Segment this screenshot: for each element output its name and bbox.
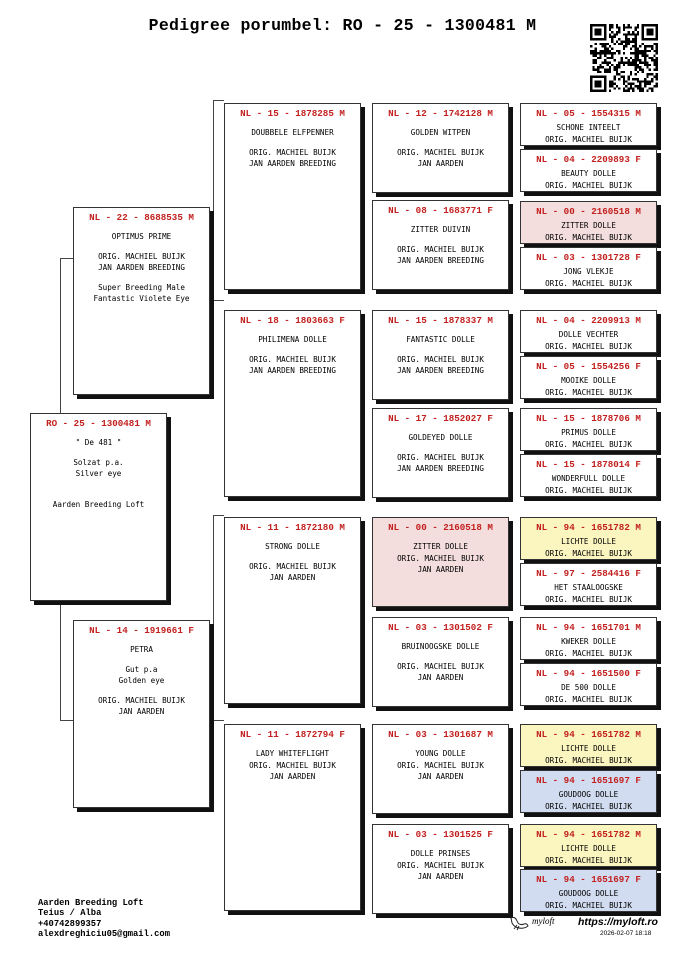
- ring-number: NL - 15 - 1878337 M: [388, 315, 493, 326]
- card-line: ORIG. MACHIEL BUIJK: [545, 439, 632, 449]
- card-line: STRONG DOLLE: [265, 542, 320, 551]
- card-line: SCHONE INTEELT: [556, 123, 621, 132]
- card-line: JAN AARDEN BREEDING: [249, 159, 336, 168]
- ring-number: NL - 97 - 2584416 F: [536, 568, 641, 579]
- card-line: LADY WHITEFLIGHT: [255, 749, 330, 758]
- ring-number: NL - 08 - 1683771 F: [388, 205, 493, 216]
- card-line: JAN AARDEN: [417, 772, 464, 781]
- ring-number: NL - 94 - 1651697 F: [536, 775, 641, 786]
- pedigree-card-great-grandparent[interactable]: [372, 724, 509, 814]
- card-line: Aarden Breeding Loft: [52, 500, 145, 509]
- card-line: GOLDEYED DOLLE: [408, 433, 473, 442]
- card-line: JAN AARDEN: [269, 573, 316, 582]
- ring-number: NL - 15 - 1878014 F: [536, 459, 641, 470]
- ring-number: NL - 94 - 1651697 F: [536, 874, 641, 885]
- ring-number: NL - 94 - 1651782 M: [536, 829, 641, 840]
- pedigree-card-grandparent[interactable]: [224, 310, 361, 497]
- card-line: LICHTE DOLLE: [561, 537, 616, 546]
- card-line: ORIG. MACHIEL BUIJK: [545, 180, 632, 190]
- card-line: Super Breeding Male: [98, 282, 185, 292]
- ring-number: NL - 15 - 1878706 M: [536, 413, 641, 424]
- phone-number[interactable]: +40742899357: [38, 918, 102, 929]
- card-line: Gut p.a: [125, 664, 158, 674]
- loft-name: Aarden Breeding Loft: [38, 898, 144, 908]
- card-line: ORIG. MACHIEL BUIJK: [249, 147, 336, 157]
- pedigree-card-ancestor[interactable]: [520, 149, 657, 192]
- pedigree-card-ancestor[interactable]: [520, 563, 657, 606]
- card-line: ORIG. MACHIEL BUIJK: [545, 341, 632, 351]
- ring-number: NL - 94 - 1651782 M: [536, 522, 641, 533]
- pedigree-card-ancestor[interactable]: [520, 770, 657, 813]
- card-line: PHILIMENA DOLLE: [258, 335, 327, 344]
- pedigree-card-ancestor[interactable]: [520, 310, 657, 353]
- ring-number: NL - 17 - 1852027 F: [388, 413, 493, 424]
- ring-number: NL - 05 - 1554315 M: [536, 108, 641, 119]
- connector-line: [213, 100, 224, 101]
- ring-number: NL - 18 - 1803663 F: [240, 315, 345, 326]
- card-line: ZITTER DOLLE: [561, 221, 616, 230]
- ring-number: NL - 94 - 1651500 F: [536, 668, 641, 679]
- ring-number: NL - 11 - 1872180 M: [240, 522, 345, 533]
- pedigree-card-ancestor[interactable]: [520, 247, 657, 290]
- card-line: ORIG. MACHIEL BUIJK: [545, 594, 632, 604]
- card-line: ORIG. MACHIEL BUIJK: [545, 855, 632, 865]
- card-line: KWEKER DOLLE: [561, 637, 616, 646]
- card-line: ORIG. MACHIEL BUIJK: [545, 232, 632, 242]
- card-line: JAN AARDEN BREEDING: [249, 366, 336, 375]
- card-line: GOLDEN WITPEN: [410, 128, 471, 137]
- card-line: ORIG. MACHIEL BUIJK: [545, 387, 632, 397]
- pedigree-card-great-grandparent[interactable]: [372, 103, 509, 193]
- card-line: DOLLE VECHTER: [558, 330, 619, 339]
- pedigree-card-great-grandparent[interactable]: [372, 824, 509, 914]
- pedigree-card-sire[interactable]: [73, 207, 210, 395]
- card-line: ORIG. MACHIEL BUIJK: [545, 900, 632, 910]
- ring-number: NL - 03 - 1301687 M: [388, 729, 493, 740]
- loft-location: Teius / Alba: [38, 908, 102, 919]
- card-line: BEAUTY DOLLE: [561, 169, 616, 178]
- card-line: DOUBBELE ELFPENNER: [251, 128, 334, 137]
- connector-line: [60, 720, 74, 721]
- card-line: ORIG. MACHIEL BUIJK: [397, 452, 484, 462]
- card-line: PETRA: [130, 645, 153, 654]
- card-line: ORIG. MACHIEL BUIJK: [545, 694, 632, 704]
- card-line: ZITTER DOLLE: [413, 542, 468, 551]
- ring-number: NL - 04 - 2209913 M: [536, 315, 641, 326]
- card-line: JAN AARDEN BREEDING: [397, 256, 484, 265]
- connector-line: [213, 515, 224, 516]
- card-line: GOUDOOG DOLLE: [558, 790, 619, 799]
- ring-number: NL - 22 - 8688535 M: [89, 212, 194, 223]
- card-line: ORIG. MACHIEL BUIJK: [397, 661, 484, 671]
- card-line: ORIG. MACHIEL BUIJK: [249, 354, 336, 364]
- card-line: JAN AARDEN BREEDING: [98, 263, 185, 272]
- ring-number: NL - 00 - 2160518 M: [536, 206, 641, 217]
- pedigree-card-ancestor[interactable]: [520, 869, 657, 912]
- connector-line: [213, 515, 214, 720]
- pedigree-card-great-grandparent[interactable]: [372, 617, 509, 707]
- card-line: " De 481 ": [75, 438, 122, 447]
- card-line: Fantastic Violete Eye: [93, 294, 190, 303]
- card-line: FANTASTIC DOLLE: [406, 335, 475, 344]
- card-line: ORIG. MACHIEL BUIJK: [545, 278, 632, 288]
- ring-number: NL - 05 - 1554256 F: [536, 361, 641, 372]
- card-line: Solzat p.a.: [73, 457, 124, 467]
- card-line: Golden eye: [118, 676, 165, 685]
- ring-number: NL - 94 - 1651701 M: [536, 622, 641, 633]
- pedigree-card-great-grandparent[interactable]: [372, 200, 509, 290]
- card-line: ORIG. MACHIEL BUIJK: [397, 860, 484, 870]
- card-line: OPTIMUS PRIME: [111, 232, 172, 241]
- card-line: JONG VLEKJE: [563, 267, 614, 276]
- qr-code-icon: [590, 24, 658, 92]
- pedigree-card-grandparent[interactable]: [224, 103, 361, 290]
- card-line: GOUDOOG DOLLE: [558, 889, 619, 898]
- connector-line: [213, 100, 214, 300]
- pedigree-card-ancestor[interactable]: [520, 408, 657, 451]
- card-line: ORIG. MACHIEL BUIJK: [545, 548, 632, 558]
- ring-number: NL - 03 - 1301728 F: [536, 252, 641, 263]
- card-line: ORIG. MACHIEL BUIJK: [98, 695, 185, 705]
- card-line: YOUNG DOLLE: [415, 749, 466, 758]
- card-line: JAN AARDEN BREEDING: [397, 366, 484, 375]
- myloft-logo-icon: [509, 914, 529, 932]
- card-line: JAN AARDEN BREEDING: [397, 464, 484, 473]
- card-line: ZITTER DUIVIN: [410, 225, 471, 234]
- card-line: ORIG. MACHIEL BUIJK: [397, 354, 484, 364]
- pedigree-card-grandparent[interactable]: [224, 517, 361, 704]
- generated-timestamp: 2026-02-07 18:18: [600, 930, 652, 937]
- breeder-contact: [38, 898, 170, 940]
- ring-number: NL - 14 - 1919661 F: [89, 625, 194, 636]
- card-line: JAN AARDEN: [417, 159, 464, 168]
- ring-number: NL - 11 - 1872794 F: [240, 729, 345, 740]
- card-line: JAN AARDEN: [417, 872, 464, 881]
- card-line: JAN AARDEN: [269, 772, 316, 781]
- card-line: LICHTE DOLLE: [561, 844, 616, 853]
- pedigree-card-ancestor[interactable]: [520, 454, 657, 497]
- card-line: JAN AARDEN: [417, 673, 464, 682]
- connector-line: [213, 300, 224, 301]
- card-line: ORIG. MACHIEL BUIJK: [249, 561, 336, 571]
- card-line: WONDERFULL DOLLE: [551, 474, 626, 483]
- ring-number: NL - 15 - 1878285 M: [240, 108, 345, 119]
- email-address[interactable]: alexdreghiciu05@gmail.com: [38, 929, 170, 940]
- card-line: ORIG. MACHIEL BUIJK: [545, 134, 632, 144]
- card-line: HET STAALOOGSKE: [554, 583, 623, 592]
- card-line: LICHTE DOLLE: [561, 744, 616, 753]
- pedigree-card-great-grandparent[interactable]: [372, 408, 509, 498]
- card-line: ORIG. MACHIEL BUIJK: [397, 553, 484, 563]
- card-line: ORIG. MACHIEL BUIJK: [249, 760, 336, 770]
- card-line: ORIG. MACHIEL BUIJK: [545, 485, 632, 495]
- pedigree-card-ancestor[interactable]: [520, 724, 657, 767]
- card-line: DOLLE PRINSES: [410, 849, 471, 858]
- pedigree-card-ancestor[interactable]: [520, 824, 657, 867]
- pedigree-card-dam[interactable]: [73, 620, 210, 808]
- pedigree-card-grandparent[interactable]: [224, 724, 361, 911]
- ring-number: NL - 94 - 1651782 M: [536, 729, 641, 740]
- pedigree-card-ancestor[interactable]: [520, 356, 657, 399]
- pedigree-card-ancestor[interactable]: [520, 617, 657, 660]
- ring-number: NL - 00 - 2160518 M: [388, 522, 493, 533]
- page-title: Pedigree porumbel: RO - 25 - 1300481 M: [148, 16, 537, 35]
- connector-line: [60, 258, 74, 259]
- pedigree-card-ancestor[interactable]: [520, 663, 657, 706]
- ring-number: NL - 03 - 1301525 F: [388, 829, 493, 840]
- card-line: ORIG. MACHIEL BUIJK: [545, 755, 632, 765]
- card-line: MOOIKE DOLLE: [561, 376, 616, 385]
- card-line: ORIG. MACHIEL BUIJK: [545, 648, 632, 658]
- card-line: ORIG. MACHIEL BUIJK: [397, 147, 484, 157]
- pedigree-card-great-grandparent[interactable]: [372, 310, 509, 400]
- pedigree-card-ancestor[interactable]: [520, 103, 657, 146]
- card-line: ORIG. MACHIEL BUIJK: [397, 244, 484, 254]
- pedigree-card-ancestor[interactable]: [520, 201, 657, 244]
- card-line: ORIG. MACHIEL BUIJK: [545, 801, 632, 811]
- ring-number: RO - 25 - 1300481 M: [46, 418, 151, 429]
- ring-number: NL - 04 - 2209893 F: [536, 154, 641, 165]
- ring-number: NL - 03 - 1301502 F: [388, 622, 493, 633]
- card-line: DE 500 DOLLE: [561, 683, 616, 692]
- card-line: ORIG. MACHIEL BUIJK: [397, 760, 484, 770]
- card-line: JAN AARDEN: [417, 565, 464, 574]
- card-line: JAN AARDEN: [118, 707, 165, 716]
- card-line: Silver eye: [75, 469, 122, 478]
- ring-number: NL - 12 - 1742128 M: [388, 108, 493, 119]
- card-line: BRUINOOGSKE DOLLE: [401, 642, 480, 651]
- card-line: ORIG. MACHIEL BUIJK: [98, 251, 185, 261]
- pedigree-card-great-grandparent[interactable]: [372, 517, 509, 607]
- card-line: PRIMUS DOLLE: [561, 428, 616, 437]
- pedigree-card-subject[interactable]: [30, 413, 167, 601]
- website-link[interactable]: https://myloft.ro: [578, 916, 658, 928]
- connector-line: [213, 720, 224, 721]
- pedigree-card-ancestor[interactable]: [520, 517, 657, 560]
- myloft-logo-text: myloft: [532, 916, 555, 926]
